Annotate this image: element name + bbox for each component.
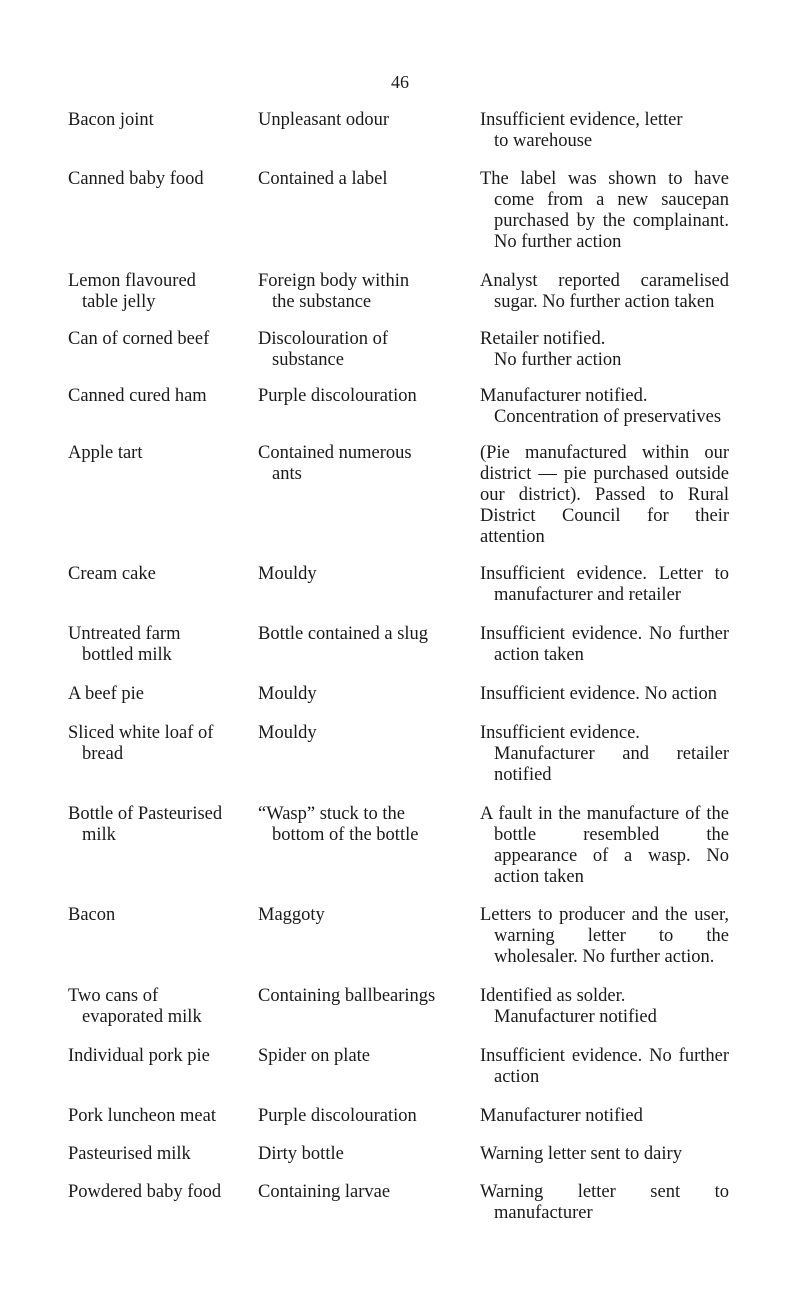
food-cell bbox=[0, 271, 258, 313]
food-text: Canned baby food bbox=[68, 169, 204, 189]
action-cell bbox=[480, 443, 729, 548]
complaint-cell bbox=[258, 1144, 480, 1165]
action-cell bbox=[480, 986, 729, 1028]
food-text: Powdered baby food bbox=[68, 1182, 222, 1202]
table-row bbox=[0, 564, 800, 606]
complaint-cell bbox=[258, 723, 480, 744]
table-row bbox=[0, 986, 800, 1028]
action-text: Retailer notified. No further action bbox=[480, 329, 622, 370]
action-cell bbox=[480, 564, 729, 606]
food-text: Bottle of Pasteurised milk bbox=[68, 804, 223, 845]
complaint-text: “Wasp” stuck to the bottom of the bottle bbox=[258, 804, 419, 845]
food-cell bbox=[0, 329, 258, 350]
action-text: Warning letter sent to dairy bbox=[480, 1144, 682, 1164]
action-cell bbox=[480, 1106, 729, 1127]
action-text: Insufficient evidence, letter to warehouse bbox=[480, 110, 683, 151]
complaint-cell bbox=[258, 624, 480, 645]
food-cell bbox=[0, 169, 258, 190]
complaint-cell bbox=[258, 443, 480, 485]
action-cell bbox=[480, 723, 729, 786]
food-cell bbox=[0, 386, 258, 407]
complaint-cell bbox=[258, 564, 480, 585]
action-text: Warning letter sent to manufacturer bbox=[480, 1182, 729, 1223]
table-row bbox=[0, 804, 800, 888]
complaint-cell bbox=[258, 684, 480, 705]
action-text: Insufficient evidence. No action bbox=[480, 684, 717, 704]
food-text: Cream cake bbox=[68, 564, 156, 584]
action-text: Identified as solder. Manufacturer notified bbox=[480, 986, 657, 1027]
food-cell bbox=[0, 624, 258, 666]
food-cell bbox=[0, 443, 258, 464]
complaint-text: Spider on plate bbox=[258, 1046, 371, 1066]
action-cell bbox=[480, 110, 729, 152]
food-text: A beef pie bbox=[68, 684, 145, 704]
food-cell bbox=[0, 1106, 258, 1127]
action-text: Manufacturer notified. Concentration of preservatives bbox=[480, 386, 722, 427]
complaint-cell bbox=[258, 169, 480, 190]
complaint-text: Contained numerous ants bbox=[258, 443, 412, 484]
food-text: Untreated farm bottled milk bbox=[68, 624, 181, 665]
food-cell bbox=[0, 986, 258, 1028]
action-cell bbox=[480, 271, 729, 313]
food-text: Two cans of evaporated milk bbox=[68, 986, 202, 1027]
food-text: Bacon joint bbox=[68, 110, 154, 130]
table-row bbox=[0, 329, 800, 371]
page-number: 46 bbox=[391, 72, 409, 92]
complaint-cell bbox=[258, 1106, 480, 1127]
complaint-text: Dirty bottle bbox=[258, 1144, 344, 1164]
action-cell bbox=[480, 1144, 729, 1165]
food-text: Apple tart bbox=[68, 443, 143, 463]
food-cell bbox=[0, 564, 258, 585]
food-cell bbox=[0, 1182, 258, 1203]
food-text: Canned cured ham bbox=[68, 386, 207, 406]
action-text: Insufficient evidence. Letter to manufacturer and retailer bbox=[480, 564, 729, 605]
table-row bbox=[0, 723, 800, 786]
food-text: Sliced white loaf of bread bbox=[68, 723, 214, 764]
table-row bbox=[0, 905, 800, 968]
complaint-text: Mouldy bbox=[258, 684, 317, 704]
table-row bbox=[0, 684, 800, 705]
action-cell bbox=[480, 905, 729, 968]
table-row bbox=[0, 1046, 800, 1088]
complaint-cell bbox=[258, 986, 480, 1007]
action-text: Letters to producer and the user, warning letter to the wholesaler. No further action. bbox=[480, 905, 729, 967]
food-text: Bacon bbox=[68, 905, 116, 925]
action-cell bbox=[480, 1182, 729, 1224]
complaint-text: Containing larvae bbox=[258, 1182, 391, 1202]
food-cell bbox=[0, 723, 258, 765]
complaint-cell bbox=[258, 905, 480, 926]
action-text: A fault in the manufacture of the bottle resembled the appearance of a wasp. No action taken bbox=[480, 804, 729, 887]
complaint-cell bbox=[258, 110, 480, 131]
complaint-text: Unpleasant odour bbox=[258, 110, 390, 130]
action-cell bbox=[480, 329, 729, 371]
complaint-text: Discolouration of substance bbox=[258, 329, 388, 370]
food-cell bbox=[0, 110, 258, 131]
complaint-text: Bottle contained a slug bbox=[258, 624, 429, 644]
food-cell bbox=[0, 804, 258, 846]
action-text: Manufacturer notified bbox=[480, 1106, 643, 1126]
food-text: Lemon flavoured table jelly bbox=[68, 271, 196, 312]
table-row bbox=[0, 271, 800, 313]
table-row bbox=[0, 624, 800, 666]
complaints-table bbox=[0, 110, 800, 1224]
action-text: The label was shown to have come from a new saucepan purchased by the complainant. No further action bbox=[480, 169, 729, 252]
table-row bbox=[0, 1144, 800, 1165]
complaint-cell bbox=[258, 804, 480, 846]
action-text: Insufficient evidence. No further action bbox=[480, 1046, 729, 1087]
complaint-text: Purple discolouration bbox=[258, 1106, 417, 1126]
action-cell bbox=[480, 169, 729, 253]
action-text: (Pie manufactured within our district — pie purchased outside our district). Passed to Rural District Council for their attention bbox=[480, 443, 729, 547]
table-row bbox=[0, 443, 800, 548]
food-text: Pork luncheon meat bbox=[68, 1106, 216, 1126]
action-cell bbox=[480, 624, 729, 666]
action-text: Insufficient evidence. Manufacturer and retailer notified bbox=[480, 723, 729, 785]
food-text: Individual pork pie bbox=[68, 1046, 210, 1066]
complaint-text: Mouldy bbox=[258, 564, 317, 584]
food-cell bbox=[0, 905, 258, 926]
action-text: Insufficient evidence. No further action taken bbox=[480, 624, 729, 665]
action-cell bbox=[480, 684, 729, 705]
complaint-text: Foreign body within the substance bbox=[258, 271, 410, 312]
table-row bbox=[0, 1106, 800, 1127]
table-row bbox=[0, 1182, 800, 1224]
table-row bbox=[0, 386, 800, 428]
table-row bbox=[0, 110, 800, 152]
complaint-text: Purple discolouration bbox=[258, 386, 417, 406]
complaint-text: Containing ballbearings bbox=[258, 986, 436, 1006]
complaint-text: Contained a label bbox=[258, 169, 388, 189]
food-text: Pasteurised milk bbox=[68, 1144, 191, 1164]
action-cell bbox=[480, 1046, 729, 1088]
food-cell bbox=[0, 1144, 258, 1165]
food-cell bbox=[0, 1046, 258, 1067]
action-cell bbox=[480, 386, 729, 428]
food-text: Can of corned beef bbox=[68, 329, 210, 349]
complaint-cell bbox=[258, 386, 480, 407]
table-row bbox=[0, 169, 800, 253]
complaint-cell bbox=[258, 271, 480, 313]
complaint-cell bbox=[258, 329, 480, 371]
action-cell bbox=[480, 804, 729, 888]
food-cell bbox=[0, 684, 258, 705]
action-text: Analyst reported caramelised sugar. No further action taken bbox=[480, 271, 729, 312]
complaint-text: Mouldy bbox=[258, 723, 317, 743]
complaint-cell bbox=[258, 1046, 480, 1067]
complaint-text: Maggoty bbox=[258, 905, 325, 925]
complaint-cell bbox=[258, 1182, 480, 1203]
